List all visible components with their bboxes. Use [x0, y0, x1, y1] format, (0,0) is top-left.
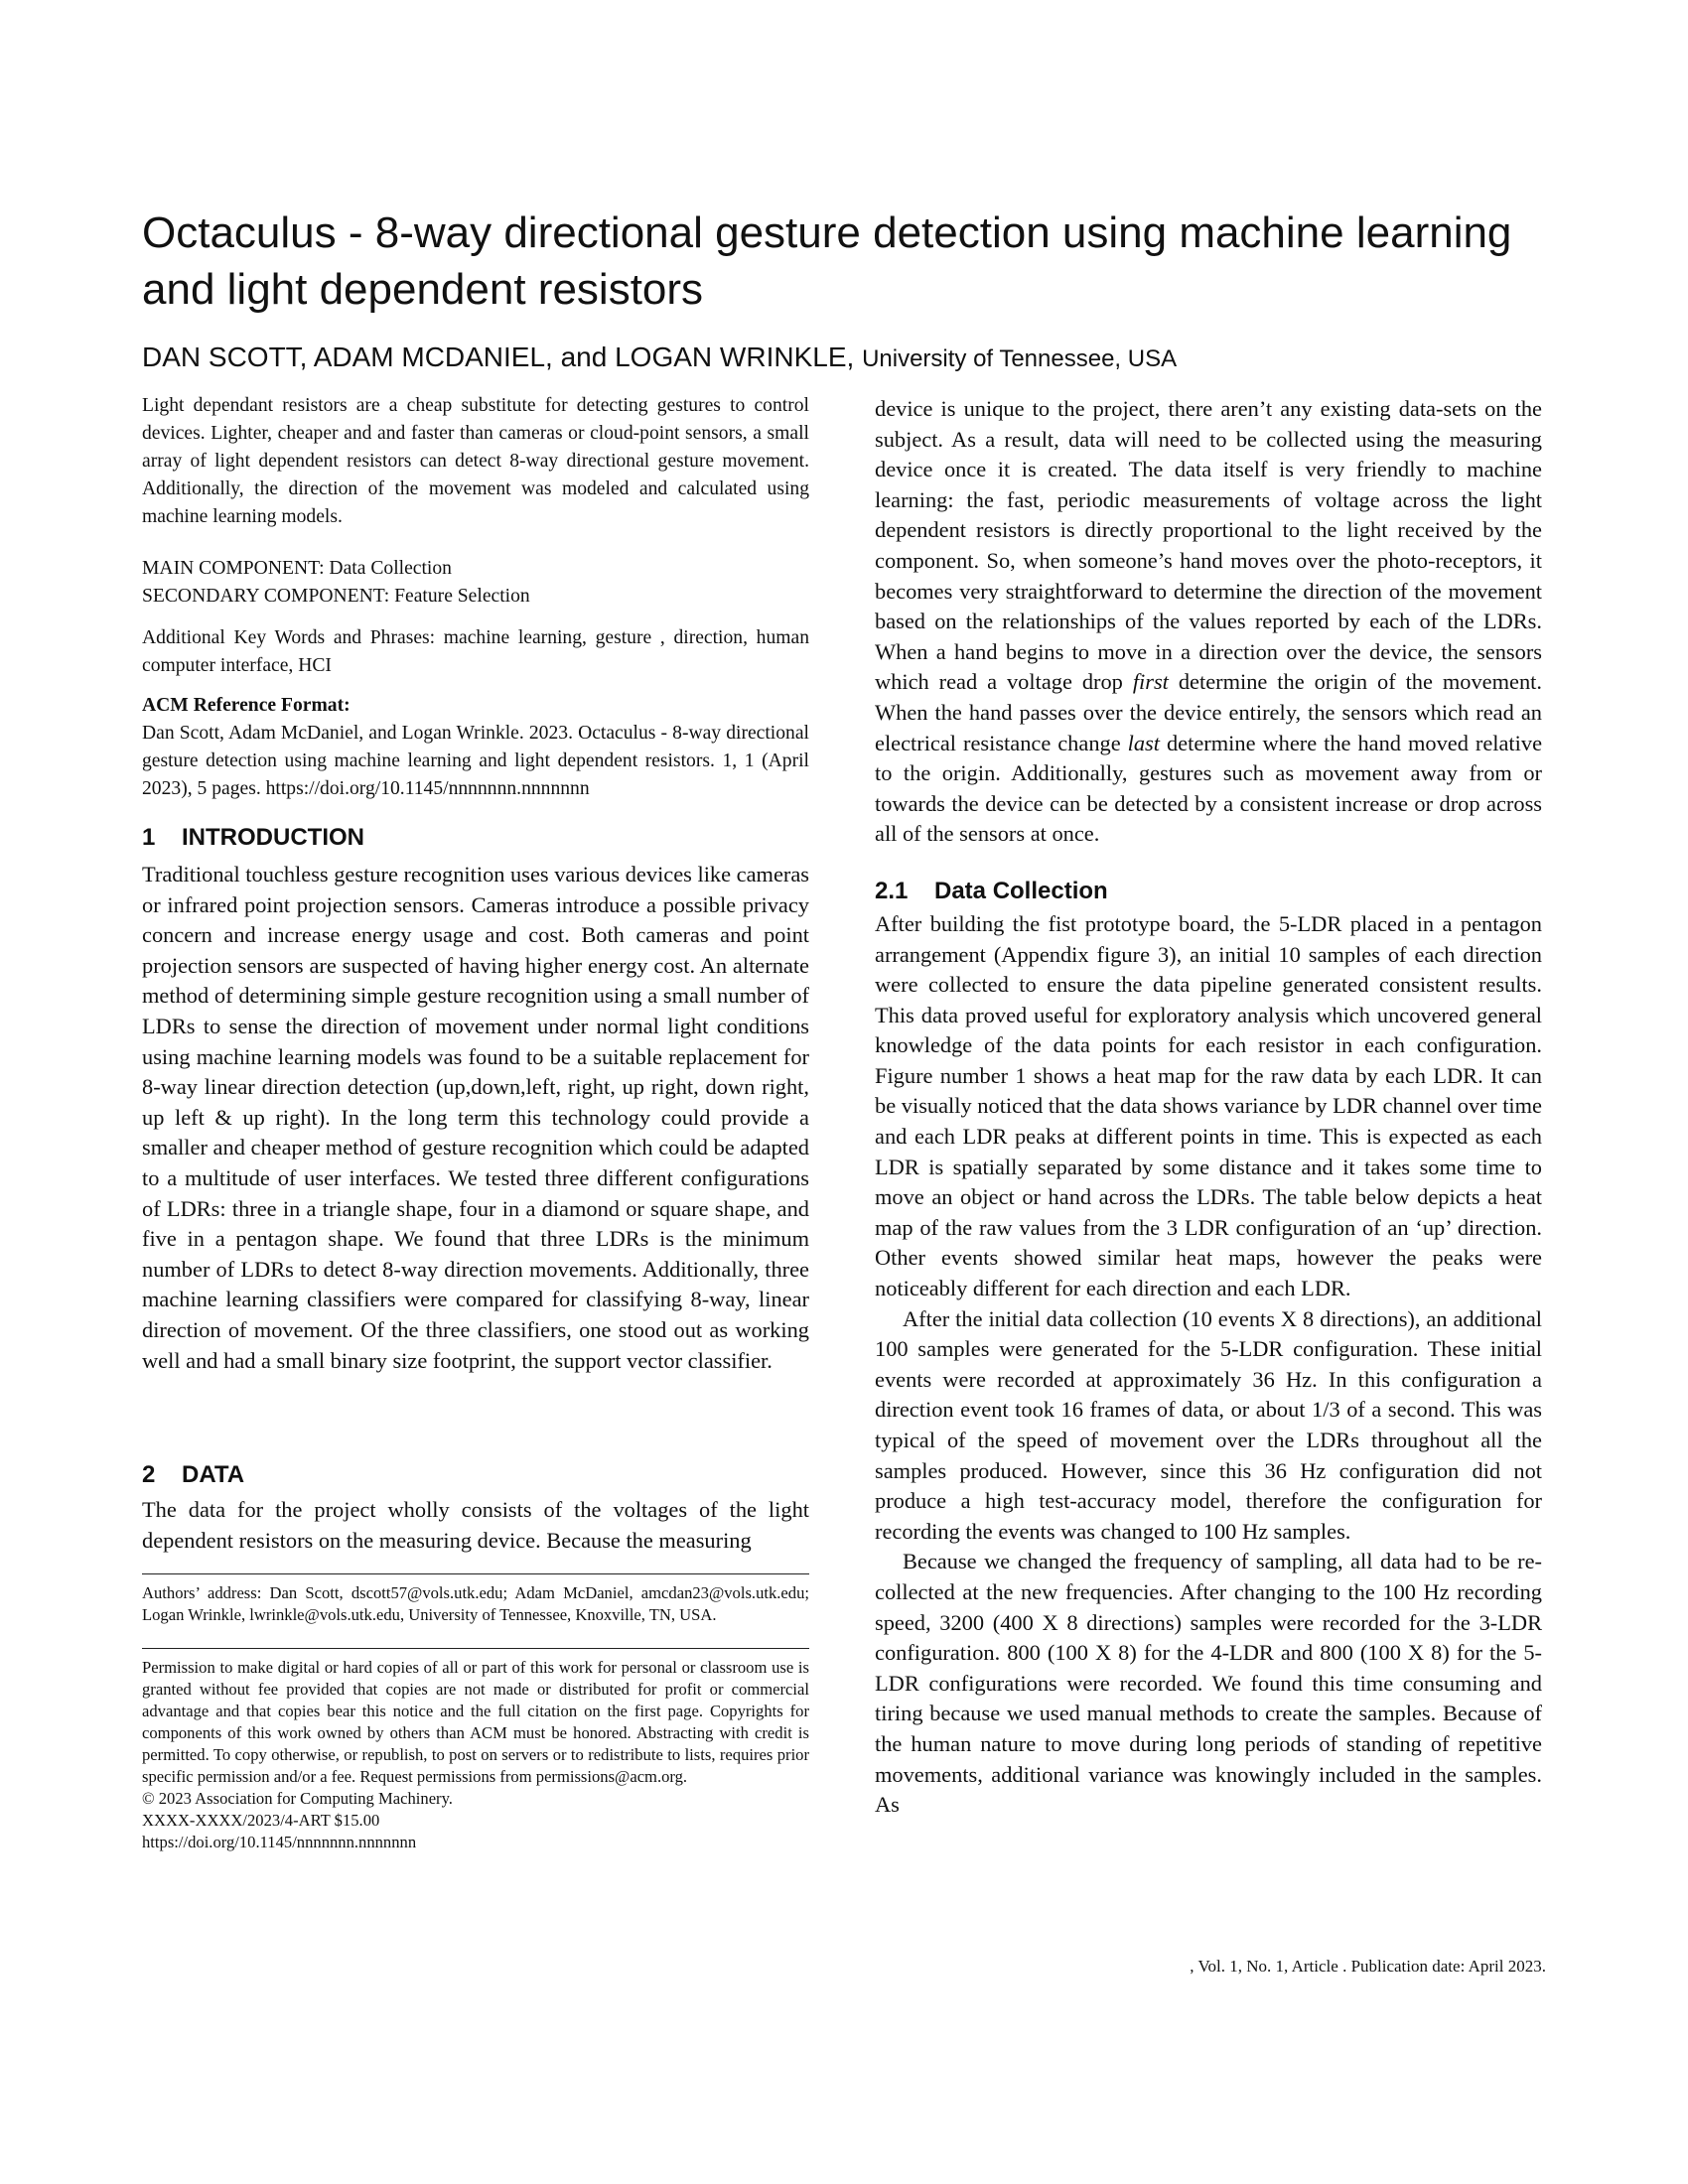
page-footer: , Vol. 1, No. 1, Article . Publication date: April 2023.: [1190, 1957, 1546, 1976]
main-component: MAIN COMPONENT: Data Collection: [142, 558, 452, 579]
section-number: 2.1: [875, 877, 909, 904]
section-heading-introduction: [142, 822, 809, 854]
abstract: Light dependant resistors are a cheap substitute for detecting gestures to control devices. Lighter, cheaper and and faster than cameras or cloud-point sensors, a small array of light dependent resistors can detect 8-way directional gesture movement. Additionally, the direction of the movement was modeled and calculated using machine learning models.: [142, 395, 809, 527]
data-paragraph-start: The data for the project wholly consists of the voltages of the light dependent resistors on the measuring device. Because the measuring: [142, 1497, 809, 1553]
keywords-block: [142, 624, 809, 680]
price-line: XXXX-XXXX/2023/4-ART $15.00: [142, 1811, 380, 1830]
section-heading-data-collection: [875, 876, 1542, 907]
components-block: [142, 555, 809, 611]
author-line: [142, 340, 1552, 377]
data-section: [142, 1459, 809, 1556]
keywords: Additional Key Words and Phrases: machine learning, gesture , direction, human computer interface, HCI: [142, 627, 809, 676]
section-number: 1: [142, 824, 156, 851]
permission-notice: Permission to make digital or hard copies of all or part of this work for personal or classroom use is granted without fee provided that copies are not made or distributed for profit or commercial advantage and that copies bear this notice and the full citation on the first page. Copyrights for components of this work owned by others than ACM must be honored. Abstracting with credit is permitted. To copy otherwise, or republish, to post on servers or to redistribute to lists, requires prior specific permission and/or a fee. Request permissions from permissions@acm.org.: [142, 1658, 809, 1786]
author-names: DAN SCOTT, ADAM MCDANIEL, and LOGAN WRINKLE,: [142, 341, 855, 372]
copyright-line: © 2023 Association for Computing Machinery.: [142, 1789, 453, 1808]
abstract-block: [142, 392, 809, 531]
section-title: Data Collection: [934, 877, 1108, 904]
data-collection-paragraph-1: After building the fist prototype board, the 5-LDR placed in a pentagon arrangement (Appendix figure 3), an initial 10 samples of each direction were collected to ensure the data pipeline generated consistent results. This data proved useful for exploratory analysis which uncovered general knowledge of the data points for each resistor in each configuration. Figure number 1 shows a heat map for the raw data by each LDR. It can be visually noticed that the data shows variance by LDR channel over time and each LDR peaks at different points in time. This is expected as each LDR is spatially separated by some distance and it takes some time to move an object or hand across the LDRs. The table below depicts a heat map of the raw values from the 3 LDR configuration of an ‘up’ direction. Other events showed similar heat maps, however the peaks were noticeably different for each direction and each LDR.: [875, 910, 1542, 1301]
data-collection-paragraph-3: Because we changed the frequency of sampling, all data had to be re-collected at the new frequencies. After changing to the 100 Hz recording speed, 3200 (400 X 8 directions) samples were recorded for the 3-LDR configuration. 800 (100 X 8) for the 4-LDR and 800 (100 X 8) for the 5-LDR configurations were recorded. We found this time consuming and tiring because we used manual methods to create the samples. Because of the human nature to move during long periods of standing of repetitive movements, additional variance was knowingly included in the samples. As: [875, 1549, 1542, 1818]
acm-reference-heading: ACM Reference Format:: [142, 695, 351, 716]
emphasis-first: first: [1132, 669, 1169, 695]
doi-line: https://doi.org/10.1145/nnnnnnn.nnnnnnn: [142, 1833, 417, 1851]
authors-address: Authors’ address: Dan Scott, dscott57@vols.utk.edu; Adam McDaniel, amcdan23@vols.utk.edu; Logan Wrinkle, lwrinkle@vols.utk.edu, University of Tennessee, Knoxville, TN, USA.: [142, 1583, 809, 1624]
acm-reference-block: [142, 692, 809, 803]
emphasis-last: last: [1127, 730, 1160, 755]
intro-paragraph: Traditional touchless gesture recognition uses various devices like cameras or infrared point projection sensors. Cameras introduce a possible privacy concern and increase energy usage and cost. Both cameras and point projection sensors are suspected of having higher energy cost. An alternate method of determining simple gesture recognition using a small number of LDRs to sense the direction of movement under normal light conditions using machine learning models was found to be a suitable replacement for 8-way linear direction detection (up,down,left, right, up right, down right, up left & up right). In the long term this technology could provide a smaller and cheaper method of gesture recognition which could be adapted to a multitude of user interfaces. We tested three different configurations of LDRs: three in a triangle shape, four in a diamond or square shape, and five in a pentagon shape. We found that three LDRs is the minimum number of LDRs to detect 8-way direction movements. Additionally, three machine learning classifiers were compared for classifying 8-way, linear direction of movement. Of the three classifiers, one stood out as working well and had a small binary size footprint, the support vector classifier.: [142, 862, 809, 1373]
data-text-c: determine where the hand moved relative to the origin. Additionally, gestures such as movement away from or towards the device can be detected by a consistent increase or drop across all of the sensors at once.: [875, 730, 1543, 847]
paper-title: Octaculus - 8-way directional gesture detection using machine learning and light dependent resistors: [142, 208, 1512, 314]
data-paragraph-continued: [875, 394, 1542, 850]
section-title: INTRODUCTION: [182, 824, 364, 851]
footnote-rule: [142, 1573, 809, 1574]
footnote-rule-2: [142, 1648, 809, 1649]
intro-section: [142, 822, 809, 1376]
section-title: DATA: [182, 1461, 245, 1488]
footnote-area: [142, 1573, 809, 1853]
right-column: [875, 394, 1542, 1821]
author-affiliation: University of Tennessee, USA: [862, 345, 1178, 372]
data-text-b: determine the origin of the movement. When the hand passes over the device entirely, the sensors which read an electrical resistance change: [875, 669, 1542, 755]
data-collection-paragraph-2: After the initial data collection (10 events X 8 directions), an additional 100 samples were generated for the 5-LDR configuration. These initial events were recorded at approximately 36 Hz. In this configuration a direction event took 16 frames of data, or about 1/3 of a second. This was typical of the speed of movement over the LDRs throughout all the samples produced. However, since this 36 Hz configuration did not produce a high test-accuracy model, therefore the configuration for recording the events was changed to 100 Hz samples.: [875, 1305, 1542, 1544]
section-number: 2: [142, 1461, 156, 1488]
secondary-component: SECONDARY COMPONENT: Feature Selection: [142, 586, 530, 607]
acm-reference-text: Dan Scott, Adam McDaniel, and Logan Wrinkle. 2023. Octaculus - 8-way directional gesture detection using machine learning and light dependent resistors. 1, 1 (April 2023), 5 pages. https://doi.org/10.1145/nnnnnnn.nnnnnnn: [142, 723, 809, 799]
data-text-a: device is unique to the project, there aren’t any existing data-sets on the subject. As a result, data will need to be collected using the measuring device once it is created. The data itself is very friendly to machine learning: the fast, periodic measurements of voltage across the light dependent resistors is directly proportional to the light received by the component. So, when someone’s hand moves over the photo-receptors, it becomes very straightforward to determine the direction of the movement based on the relationships of the values reported by each of the LDRs. When a hand begins to move in a direction over the device, the sensors which read a voltage drop: [875, 396, 1542, 695]
section-heading-data: [142, 1459, 809, 1491]
